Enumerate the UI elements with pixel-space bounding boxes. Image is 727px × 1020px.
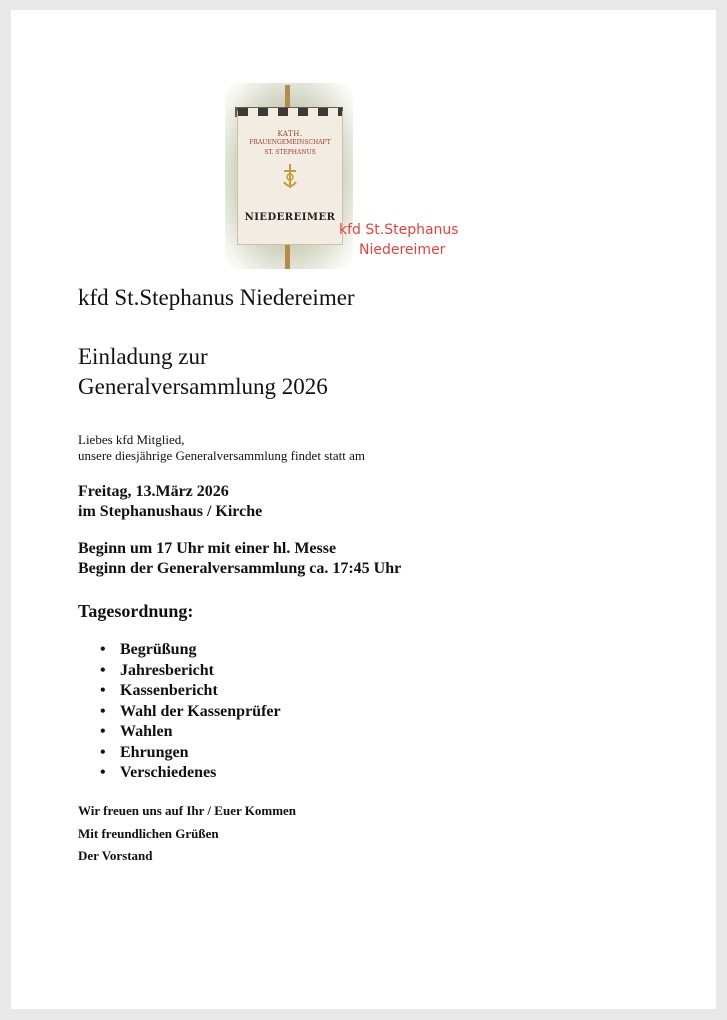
- signature: Der Vorstand: [78, 848, 153, 863]
- agenda-item: [78, 661, 281, 682]
- event-times: [78, 539, 401, 579]
- agenda-item-label: Jahresbericht: [120, 661, 214, 679]
- greeting: Liebes kfd Mitglied,: [78, 432, 185, 447]
- mass-start-time: Beginn um 17 Uhr mit einer hl. Messe: [78, 540, 337, 557]
- agenda-item-label: Wahlen: [120, 723, 173, 740]
- closing-text: [78, 800, 296, 868]
- agenda-item: [78, 722, 281, 743]
- banner-photo: [225, 83, 353, 269]
- banner-line-4: NIEDEREIMER: [244, 212, 336, 223]
- bullet-icon: •: [100, 743, 106, 761]
- agenda-item-label: Ehrungen: [120, 743, 189, 761]
- agenda-item: [78, 640, 281, 661]
- event-date: Freitag, 13.März 2026: [78, 483, 229, 500]
- agenda-item-label: Begrüßung: [120, 641, 197, 658]
- agenda-list: [78, 640, 281, 784]
- bullet-icon: •: [100, 661, 106, 679]
- kfd-logo: [225, 83, 481, 269]
- event-location: im Stephanushaus / Kirche: [78, 503, 263, 520]
- banner-line-3: ST. STEPHANUS: [264, 149, 316, 156]
- bullet-icon: •: [100, 702, 106, 720]
- logo-text-line-2: Niedereimer: [359, 242, 446, 258]
- agenda-item: [78, 743, 281, 764]
- logo-text: [339, 220, 481, 260]
- intro-sentence: unsere diesjährige Generalversammlung findet statt am: [78, 448, 365, 463]
- agenda-item-label: Wahl der Kassenprüfer: [120, 702, 281, 720]
- document-title: kfd St.Stephanus Niedereimer: [78, 285, 355, 310]
- invitation-heading: [78, 342, 328, 402]
- agenda-item-label: Kassenbericht: [120, 682, 218, 699]
- agenda-item: [78, 681, 281, 702]
- event-date-location: [78, 482, 262, 522]
- agenda-heading: Tagesordnung:: [78, 601, 194, 621]
- cross-anchor-icon: [282, 164, 298, 190]
- invitation-heading-line-1: Einladung zur: [78, 344, 208, 369]
- banner-tabs: [238, 108, 342, 116]
- document-page: [11, 10, 716, 1009]
- banner-line-2: FRAUENGEMEINSCHAFT: [249, 139, 331, 146]
- agenda-item: [78, 763, 281, 784]
- banner-line-1: KATH.: [277, 130, 303, 138]
- logo-text-line-1: kfd St.Stephanus: [339, 222, 459, 238]
- bullet-icon: •: [100, 682, 106, 699]
- agenda-item-label: Verschiedenes: [120, 764, 217, 781]
- intro-text: [78, 432, 365, 464]
- agenda-item: [78, 702, 281, 723]
- meeting-start-time: Beginn der Generalversammlung ca. 17:45 Uhr: [78, 560, 402, 577]
- bullet-icon: •: [100, 641, 106, 658]
- closing-line-2: Mit freundlichen Grüßen: [78, 825, 219, 841]
- bullet-icon: •: [100, 764, 106, 781]
- invitation-heading-line-2: Generalversammlung 2026: [78, 374, 328, 399]
- bullet-icon: •: [100, 723, 106, 740]
- banner-cloth: [237, 111, 343, 245]
- closing-line-1: Wir freuen uns auf Ihr / Euer Kommen: [78, 803, 297, 818]
